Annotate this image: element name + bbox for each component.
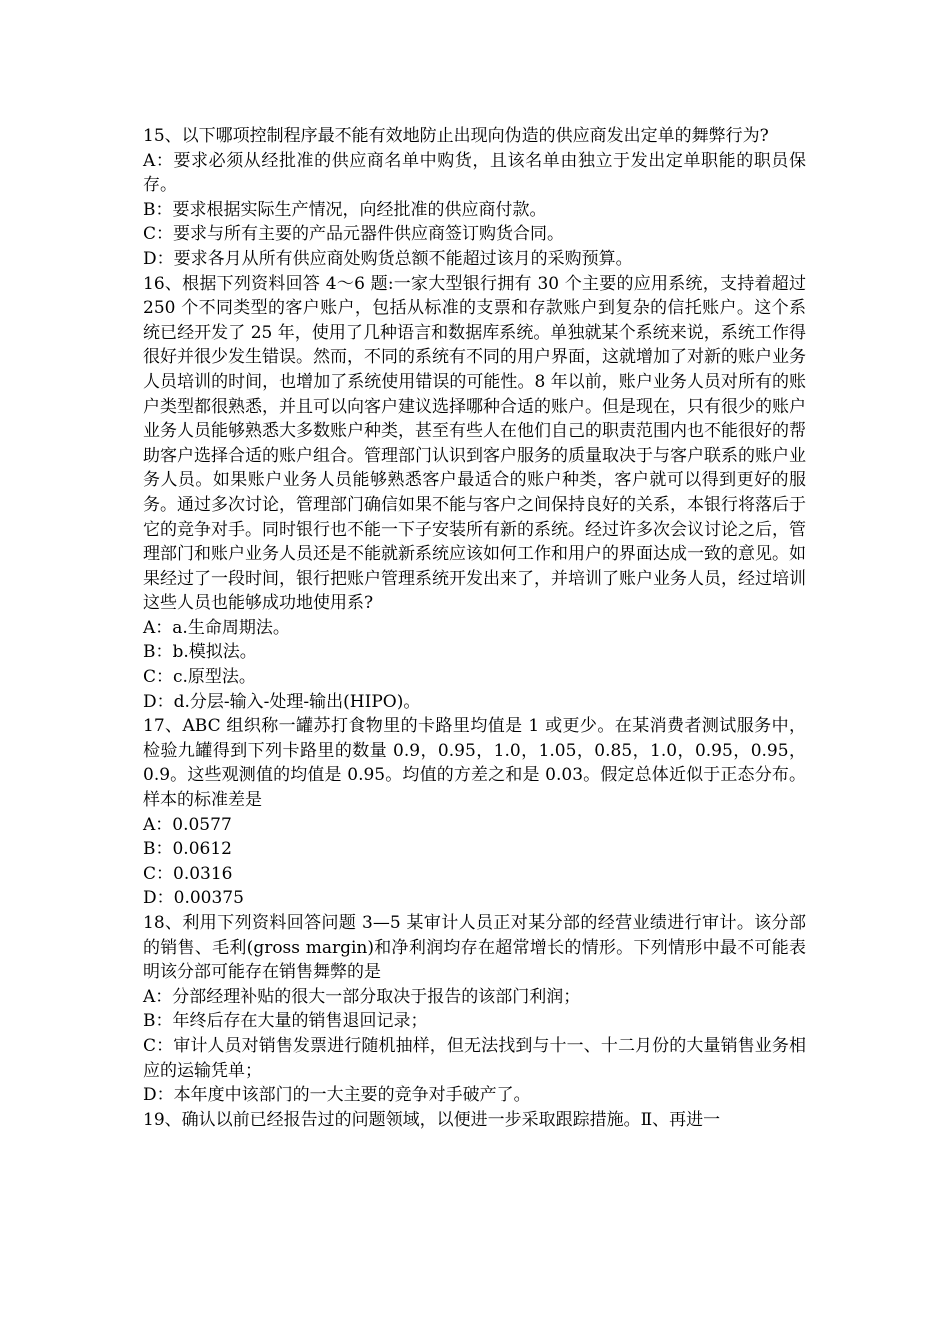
document-body [143,124,806,1132]
question-18-option-a: A：分部经理补贴的很大一部分取决于报告的该部门利润； [143,986,581,1007]
question-16-stem: 16、根据下列资料回答 4～6 题:一家大型银行拥有 30 个主要的应用系统，支持着超过 250 个不同类型的客户账户，包括从标准的支票和存款账户到复杂的信托账户。这个系统已经开发了 25 年，使用了几种语言和数据库系统。单独就某个系统来说，系统工作得很好并很少发生错误。然而，不同的系统有不同的用户界面，这就增加了对新的账户业务人员培训的时间，也增加了系统使用错误的可能性。8 年以前，账户业务人员对所有的账户类型都很熟悉，并且可以向客户建议选择哪种合适的账户。但是现在，只有很少的账户业务人员能够熟悉大多数账户种类，甚至有些人在他们自己的职责范围内也不能很好的帮助客户选择合适的账户组合。管理部门认识到客户服务的质量取决于与客户联系的账户业务人员。如果账户业务人员能够熟悉客户最适合的账户种类，客户就可以得到更好的服务。通过多次讨论，管理部门确信如果不能与客户之间保持良好的关系，本银行将落后于它的竞争对手。同时银行也不能一下子安装所有新的系统。经过许多次会议讨论之后，管理部门和账户业务人员还是不能就新系统应该如何工作和用户的界面达成一致的意见。如果经过了一段时间，银行把账户管理系统开发出来了，并培训了账户业务人员，经过培训这些人员也能够成功地使用系? [143,273,806,614]
question-18-option-d: D：本年度中该部门的一大主要的竞争对手破产了。 [143,1085,531,1106]
question-17-option-b: B：0.0612 [143,839,232,860]
question-17-option-c: C：0.0316 [143,863,233,884]
question-15-option-b: B：要求根据实际生产情况，向经批准的供应商付款。 [143,199,547,220]
question-16-option-d: D：d.分层-输入-处理-输出(HIPO)。 [143,691,421,712]
question-16-option-b: B：b.模拟法。 [143,642,257,663]
question-15-option-d: D：要求各月从所有供应商处购货总额不能超过该月的采购预算。 [143,248,633,269]
question-15-stem: 15、以下哪项控制程序最不能有效地防止出现向伪造的供应商发出定单的舞弊行为? [143,126,769,146]
question-15-option-a: A：要求必须从经批准的供应商名单中购货，且该名单由独立于发出定单职能的职员保存。 [143,150,806,196]
question-18-stem: 18、利用下列资料回答问题 3—5 某审计人员正对某分部的经营业绩进行审计。该分部的销售、毛利(gross margin)和净利润均存在超常增长的情形。下列情形中最不可能表明该分部可能存在销售舞弊的是 [143,913,806,983]
question-19-stem: 19、确认以前已经报告过的问题领域，以便进一步采取跟踪措施。Ⅱ、再进一 [143,1109,721,1130]
question-18-option-c: C：审计人员对销售发票进行随机抽样，但无法找到与十一、十二月份的大量销售业务相应的运输凭单； [143,1035,806,1081]
question-16-option-c: C：c.原型法。 [143,667,256,688]
question-17-option-d: D：0.00375 [143,888,244,909]
question-17-stem: 17、ABC 组织称一罐苏打食物里的卡路里均值是 1 或更少。在某消费者测试服务中，检验九罐得到下列卡路里的数量 0.9，0.95，1.0，1.05，0.85，1.0，0.95，0.95，0.9。这些观测值的均值是 0.95。均值的方差之和是 0.03。假定总体近似于正态分布。样本的标准差是 [143,716,806,811]
question-18-option-b: B：年终后存在大量的销售退回记录； [143,1011,428,1032]
question-17-option-a: A：0.0577 [143,814,232,835]
question-15-option-c: C：要求与所有主要的产品元器件供应商签订购货合同。 [143,224,565,245]
question-16-option-a: A：a.生命周期法。 [143,617,290,638]
